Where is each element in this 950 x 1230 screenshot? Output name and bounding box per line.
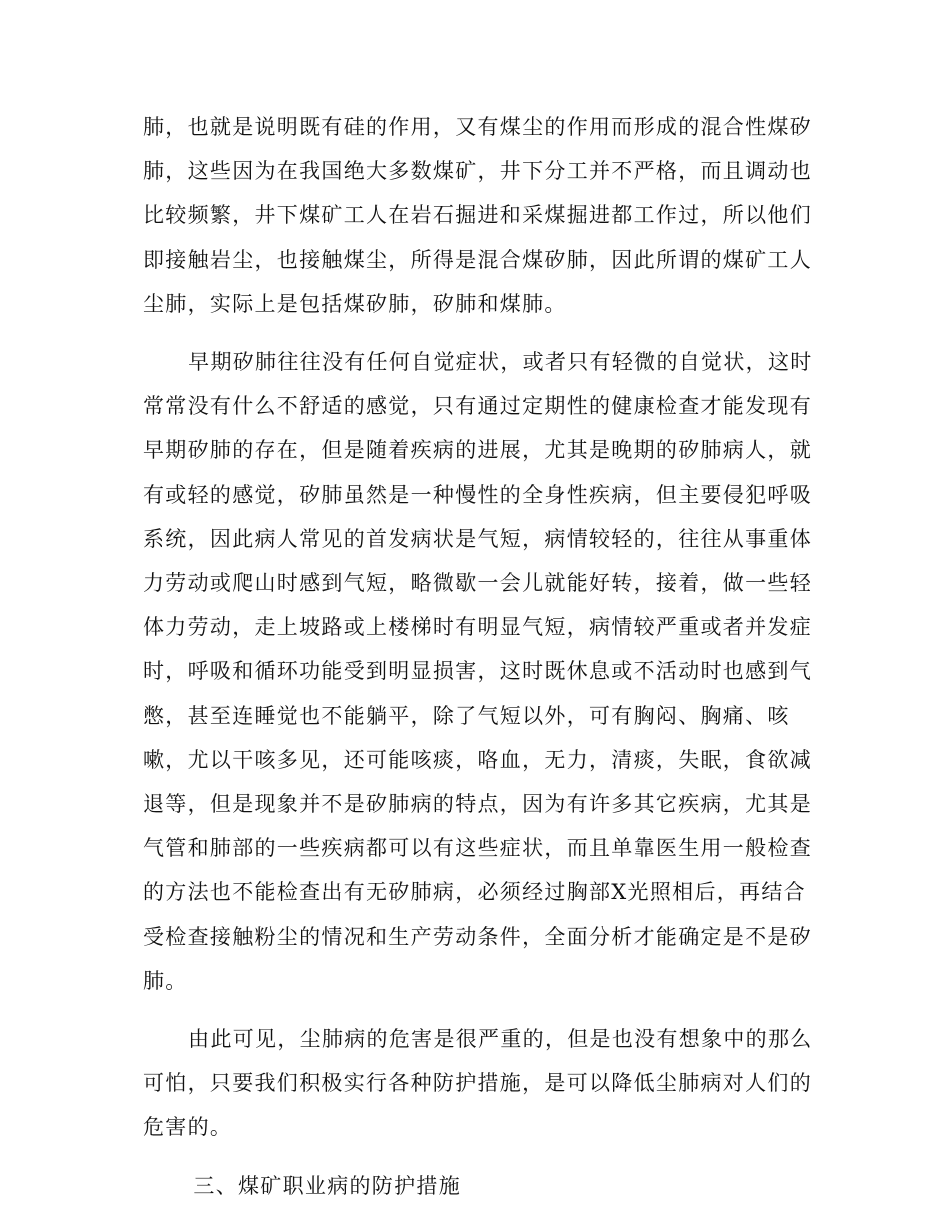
text-line: 退等，但是现象并不是矽肺病的特点，因为有许多其它疾病，尤其是 xyxy=(143,792,812,817)
text-line: 肺，也就是说明既有硅的作用，又有煤尘的作用而形成的混合性煤矽 xyxy=(143,115,812,139)
text-line: 肺。 xyxy=(143,968,188,993)
text-line: 可怕，只要我们积极实行各种防护措施，是可以降低尘肺病对人们的 xyxy=(143,1071,812,1096)
text-line: 系统，因此病人常见的首发病状是气短，病情较轻的，往往从事重体 xyxy=(143,526,812,551)
text-line: 体力劳动，走上坡路或上楼梯时有明显气短，病情较严重或者并发症 xyxy=(143,615,812,640)
text-line: 肺，这些因为在我国绝大多数煤矿，井下分工并不严格，而且调动也 xyxy=(143,159,812,184)
text-line: 由此可见，尘肺病的危害是很严重的，但是也没有想象中的那么 xyxy=(188,1027,813,1052)
paragraph-2 xyxy=(143,340,813,1003)
text-line: 早期矽肺的存在，但是随着疾病的进展，尤其是晚期的矽肺病人，就 xyxy=(143,438,812,463)
text-line: 时，呼吸和循环功能受到明显损害，这时既休息或不活动时也感到气 xyxy=(143,659,812,684)
document-body xyxy=(143,105,813,1208)
paragraph-3 xyxy=(143,1017,813,1150)
text-line: 即接触岩尘，也接触煤尘，所得是混合煤矽肺，因此所谓的煤矿工人 xyxy=(143,247,812,272)
text-line: 气管和肺部的一些疾病都可以有这些症状，而且单靠医生用一般检查 xyxy=(143,836,812,861)
text-line: 受检查接触粉尘的情况和生产劳动条件，全面分析才能确定是不是矽 xyxy=(143,924,812,949)
paragraph-1 xyxy=(143,105,812,326)
text-line: 力劳动或爬山时感到气短，略微歇一会儿就能好转，接着，做一些轻 xyxy=(143,571,812,596)
text-line: 早期矽肺往往没有任何自觉症状，或者只有轻微的自觉状，这时 xyxy=(188,350,813,375)
text-line: 的方法也不能检查出有无矽肺病，必须经过胸部X光照相后，再结合 xyxy=(143,880,806,905)
text-line: 常常没有什么不舒适的感觉，只有通过定期性的健康检查才能发现有 xyxy=(143,394,812,419)
text-line: 嗽，尤以干咳多见，还可能咳痰，咯血，无力，清痰，失眠，食欲减 xyxy=(143,747,812,772)
text-line: 尘肺，实际上是包括煤矽肺，矽肺和煤肺。 xyxy=(143,291,567,316)
text-line: 憋，甚至连睡觉也不能躺平，除了气短以外，可有胸闷、胸痛、咳 xyxy=(143,703,790,728)
text-line: 危害的。 xyxy=(143,1115,233,1140)
text-line: 有或轻的感觉，矽肺虽然是一种慢性的全身性疾病，但主要侵犯呼吸 xyxy=(143,482,812,507)
section-heading: 三、煤矿职业病的防护措施 xyxy=(193,1173,461,1198)
text-line: 比较频繁，井下煤矿工人在岩石掘进和采煤掘进都工作过，所以他们 xyxy=(143,203,812,228)
